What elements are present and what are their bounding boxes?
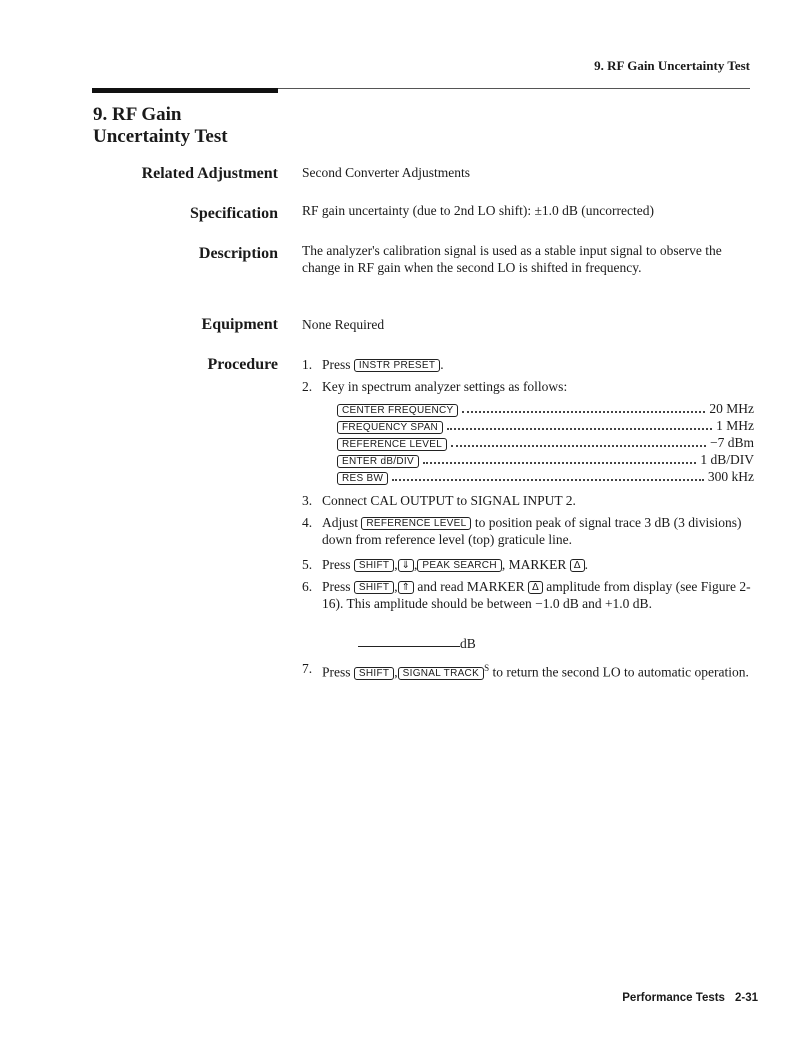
specification-text: RF gain uncertainty (due to 2nd LO shift): ±1.0 dB (uncorrected) <box>302 203 654 218</box>
setting-row <box>337 401 754 417</box>
step-text: to position peak of signal trace 3 dB (3 divisions) down from reference level (top) graticule line. <box>322 515 742 547</box>
setting-value: 1 MHz <box>716 418 754 433</box>
step-number: 3. <box>302 493 313 508</box>
leader-dots <box>392 479 704 481</box>
step-text: Adjust <box>322 515 359 530</box>
reference-level-key: REFERENCE LEVEL <box>361 517 471 530</box>
description-text: The analyzer's calibration signal is used as a stable input signal to observe the change in RF gain when the second LO is shifted in frequency. <box>302 243 722 275</box>
setting-row <box>337 435 754 451</box>
equipment-label: Equipment <box>201 316 278 333</box>
step-number: 7. <box>302 661 313 676</box>
delta-key-icon: Δ <box>570 559 585 572</box>
result-blank-line <box>358 646 460 647</box>
down-arrow-key-icon: ⇓ <box>398 559 414 572</box>
running-header: 9. RF Gain Uncertainty Test <box>594 58 750 73</box>
step-number: 2. <box>302 379 313 394</box>
section-title <box>93 104 228 148</box>
step-number: 5. <box>302 557 313 572</box>
procedure-step-7: 7. Press SHIFT , SIGNAL TRACK $^S$ to return the second LO to automatic operation. <box>302 661 749 680</box>
peak-search-key: PEAK SEARCH <box>417 559 501 572</box>
signal-track-key: SIGNAL TRACK <box>398 667 484 680</box>
setting-row <box>337 469 754 485</box>
center-frequency-key: CENTER FREQUENCY <box>337 404 458 417</box>
setting-value: 1 dB/DIV <box>700 452 754 467</box>
step-text: Key in spectrum analyzer settings as follows: <box>322 379 568 394</box>
related-adjustment-text: Second Converter Adjustments <box>302 165 470 180</box>
step-text: Press <box>322 357 351 372</box>
shift-superscript: S <box>484 663 490 673</box>
leader-dots <box>462 411 705 413</box>
setting-value: −7 dBm <box>710 435 754 450</box>
equipment-text: None Required <box>302 317 385 332</box>
procedure-step-4 <box>302 514 754 548</box>
footer-section: Performance Tests <box>622 992 725 1004</box>
delta-key-icon: Δ <box>528 581 543 594</box>
procedure-label: Procedure <box>207 356 278 373</box>
specification-label: Specification <box>190 205 278 222</box>
step-number: 4. <box>302 515 313 530</box>
procedure-step-1: 1. Press INSTR PRESET . <box>302 357 444 372</box>
up-arrow-key-icon: ⇑ <box>398 581 414 594</box>
section-title-line2: Uncertainty Test <box>93 126 228 147</box>
shift-key: SHIFT <box>354 667 394 680</box>
step-text: to return the second LO to automatic operation. <box>492 664 749 680</box>
page-footer <box>622 992 758 1004</box>
frequency-span-key: FREQUENCY SPAN <box>337 421 443 434</box>
step-number: 6. <box>302 579 313 594</box>
shift-key: SHIFT <box>354 559 394 572</box>
step-number: 1. <box>302 357 313 372</box>
related-adjustment-label: Related Adjustment <box>141 165 278 182</box>
step-text: Connect CAL OUTPUT to SIGNAL INPUT 2. <box>322 493 576 508</box>
leader-dots <box>423 462 696 464</box>
instr-preset-key: INSTR PRESET <box>354 359 440 372</box>
section-title-line1: 9. RF Gain <box>93 104 182 125</box>
res-bw-key: RES BW <box>337 472 388 485</box>
result-unit: dB <box>460 636 476 651</box>
setting-row <box>337 418 754 434</box>
header-rule-bar <box>92 88 278 93</box>
leader-dots <box>451 445 706 447</box>
description-label: Description <box>198 245 278 262</box>
shift-key: SHIFT <box>354 581 394 594</box>
enter-db-div-key: ENTER dB/DIV <box>337 455 419 468</box>
setting-row <box>337 452 754 468</box>
procedure-step-2 <box>302 378 754 395</box>
setting-value: 300 kHz <box>707 469 754 484</box>
setting-value: 20 MHz <box>709 401 754 416</box>
step-text: amplitude from display (see Figure 2-16). This amplitude should be between −1.0 dB and +1.0 dB. <box>322 579 751 611</box>
procedure-step-5: 5. Press SHIFT , ⇓ , PEAK SEARCH , MARKER Δ . <box>302 557 588 572</box>
procedure-step-3 <box>302 492 754 509</box>
leader-dots <box>447 428 712 430</box>
procedure-step-6: 6. Press SHIFT , ⇑ and read MARKER Δ amplitude from display (see Figure 2-16). This amplitude should be between −1.0 dB and +1.0 dB. <box>302 579 751 611</box>
reference-level-key: REFERENCE LEVEL <box>337 438 447 451</box>
page-number: 2-31 <box>734 992 758 1004</box>
